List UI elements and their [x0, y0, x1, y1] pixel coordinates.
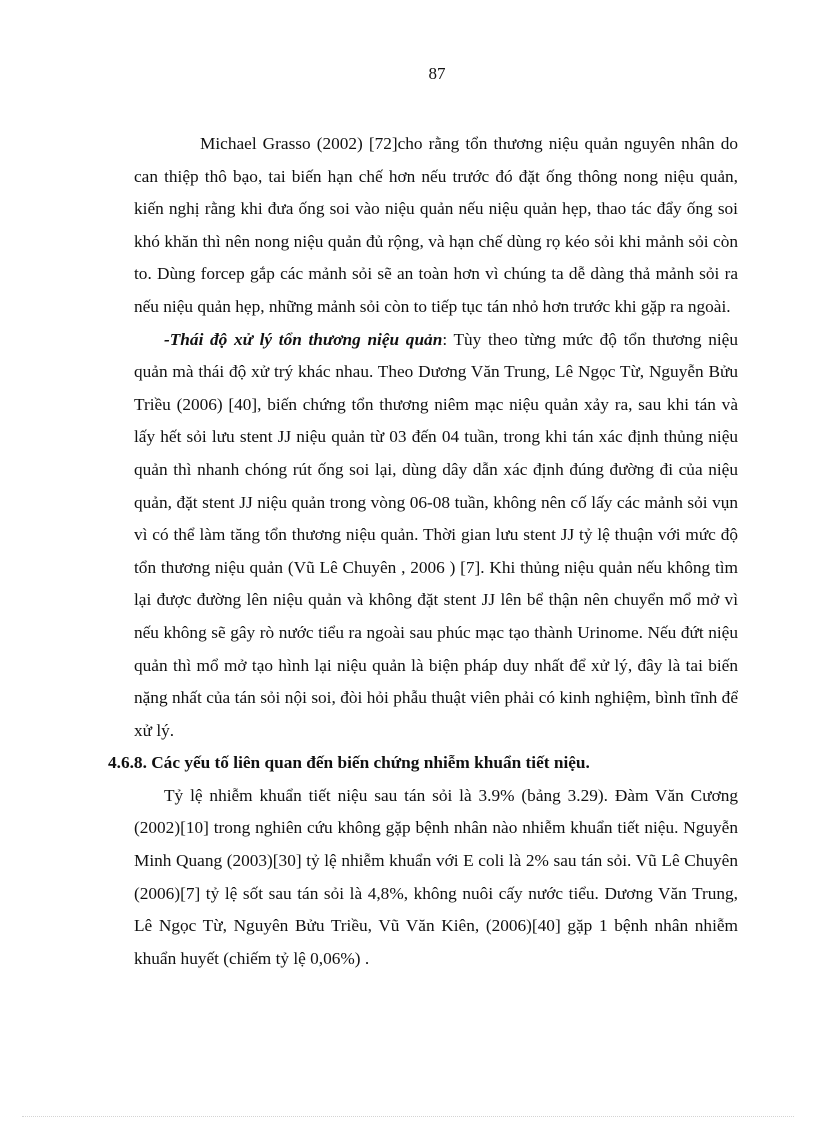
paragraph-body: : Tùy theo từng mức độ tổn thương niệu quản mà thái độ xử trý khác nhau. Theo Dương Văn Trung, Lê Ngọc Từ, Nguyễn Bửu Triều (2006) [40], biến chứng tổn thương niêm mạc niệu quản xảy ra, sau khi tán và lấy hết sỏi lưu stent JJ niệu quản từ 03 đến 04 tuần, trong khi tán xác định thủng niệu quản thì nhanh chóng rút ống soi lại, dùng dây dẫn xác định đúng đường đi của niệu quản, đặt stent JJ niệu quản trong vòng 06-08 tuần, không nên cố lấy các mảnh sỏi vụn vì có thể làm tăng tổn thương niệu quản. Thời gian lưu stent JJ tỷ lệ thuận với mức độ tổn thương niệu quản (Vũ Lê Chuyên , 2006 ) [7]. Khi thủng niệu quản nếu không tìm lại được đường lên niệu quản và không đặt stent JJ lên bể thận nên chuyển mổ mở vì nếu không sẽ gây rò nước tiểu ra ngoài sau phúc mạc tạo thành Urinome. Nếu đứt niệu quản thì mổ mở tạo hình lại niệu quản là biện pháp duy nhất để xử lý, đây là tai biến nặng nhất của tán sỏi nội soi, đòi hỏi phẫu thuật viên phải có kinh nghiệm, bình tĩnh để xử lý.: [134, 329, 738, 740]
paragraph-grasso: Michael Grasso (2002) [72]cho rằng tổn thương niệu quản nguyên nhân do can thiệp thô bạo, tai biến hạn chế hơn nếu trước đó đặt ống thông nong niệu quản, kiến nghị rằng khi đưa ống soi vào niệu quản nếu niệu quản hẹp, thao tác đẩy ống soi khó khăn thì nên nong niệu quản đủ rộng, và hạn chế dùng rọ kéo sỏi khi mảnh sỏi còn to. Dùng forcep gắp các mảnh sỏi sẽ an toàn hơn vì chúng ta dễ dàng thả mảnh sỏi ra nếu niệu quản hẹp, những mảnh sỏi còn to tiếp tục tán nhỏ hơn trước khi gặp ra ngoài.: [134, 134, 738, 316]
section-heading: 4.6.8. Các yếu tố liên quan đến biến chứng nhiễm khuẩn tiết niệu.: [108, 753, 590, 773]
page-number: 87: [428, 64, 446, 83]
paragraph-urinary-infection: Tỷ lệ nhiễm khuẩn tiết niệu sau tán sỏi là 3.9% (bảng 3.29). Đàm Văn Cương (2002)[10] trong nghiên cứu không gặp bệnh nhân nào nhiễm khuẩn tiết niệu. Nguyễn Minh Quang (2003)[30] tỷ lệ nhiễm khuẩn với E coli là 2% sau tán sỏi. Vũ Lê Chuyên (2006)[7] tỷ lệ sốt sau tán sỏi là 4,8%, không nuôi cấy nước tiểu. Dương Văn Trung, Lê Ngọc Từ, Nguyên Bửu Triều, Vũ Văn Kiên, (2006)[40] gặp 1 bệnh nhân nhiễm khuẩn huyết (chiếm tỷ lệ 0,06%) .: [134, 785, 738, 968]
paragraph-ureter-injury-management: [134, 324, 738, 748]
run-in-heading: -Thái độ xử lý tổn thương niệu quản: [164, 329, 443, 349]
document-body: [108, 128, 738, 975]
page-bottom-divider: [22, 1116, 794, 1117]
